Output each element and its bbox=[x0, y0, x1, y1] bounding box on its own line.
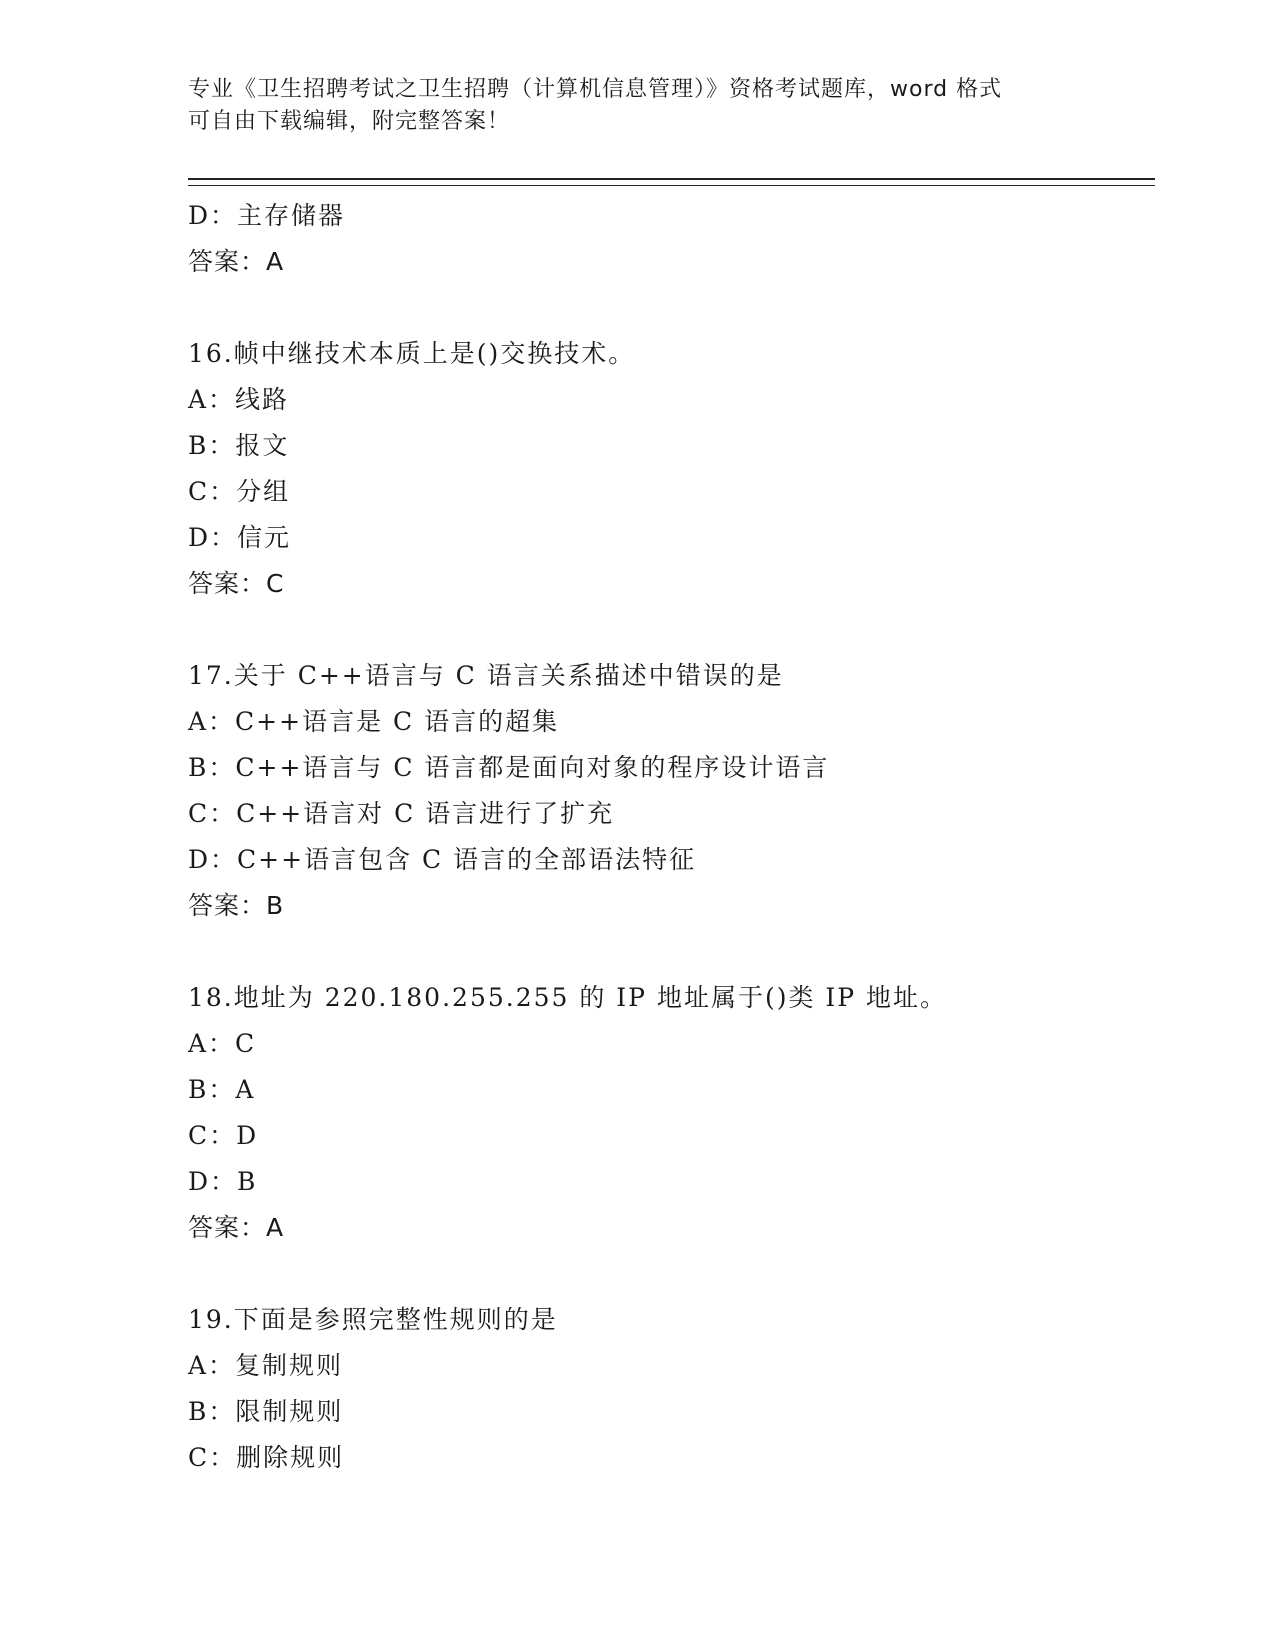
question-16-option-b: B：报文 bbox=[188, 431, 290, 460]
question-18-option-a: A：C bbox=[188, 1029, 257, 1058]
header-title-line-1: 专业《卫生招聘考试之卫生招聘（计算机信息管理）》资格考试题库，word 格式 bbox=[188, 77, 1003, 102]
question-17-answer: 答案：B bbox=[188, 891, 285, 920]
question-18-answer: 答案：A bbox=[188, 1213, 285, 1242]
prev-option-d: D：主存储器 bbox=[188, 201, 346, 230]
header-title-line-2: 可自由下载编辑，附完整答案！ bbox=[188, 109, 511, 134]
question-17-option-c: C：C++语言对 C 语言进行了扩充 bbox=[188, 799, 615, 828]
question-16-option-d: D：信元 bbox=[188, 523, 292, 552]
document-header bbox=[188, 74, 1088, 138]
question-17-option-d: D：C++语言包含 C 语言的全部语法特征 bbox=[188, 845, 697, 874]
header-divider bbox=[188, 178, 1155, 186]
prev-answer: 答案：A bbox=[188, 247, 285, 276]
spacer bbox=[188, 1251, 1148, 1297]
question-17-option-a: A：C++语言是 C 语言的超集 bbox=[188, 707, 560, 736]
spacer bbox=[188, 929, 1148, 975]
question-18-option-b: B：A bbox=[188, 1075, 256, 1104]
question-16-stem: 16.帧中继技术本质上是()交换技术。 bbox=[188, 339, 636, 368]
question-19-option-c: C：删除规则 bbox=[188, 1443, 345, 1472]
question-list bbox=[188, 193, 1148, 1481]
question-17-stem: 17.关于 C++语言与 C 语言关系描述中错误的是 bbox=[188, 661, 784, 690]
question-16-option-c: C：分组 bbox=[188, 477, 291, 506]
question-16-option-a: A：线路 bbox=[188, 385, 290, 414]
question-18-option-d: D：B bbox=[188, 1167, 258, 1196]
question-17-option-b: B：C++语言与 C 语言都是面向对象的程序设计语言 bbox=[188, 753, 830, 782]
question-18-option-c: C：D bbox=[188, 1121, 259, 1150]
question-19-stem: 19.下面是参照完整性规则的是 bbox=[188, 1305, 558, 1334]
spacer bbox=[188, 285, 1148, 331]
spacer bbox=[188, 607, 1148, 653]
question-19-option-a: A：复制规则 bbox=[188, 1351, 344, 1380]
question-16-answer: 答案：C bbox=[188, 569, 285, 598]
question-19-option-b: B：限制规则 bbox=[188, 1397, 344, 1426]
question-18-stem: 18.地址为 220.180.255.255 的 IP 地址属于()类 IP 地址。 bbox=[188, 983, 948, 1012]
